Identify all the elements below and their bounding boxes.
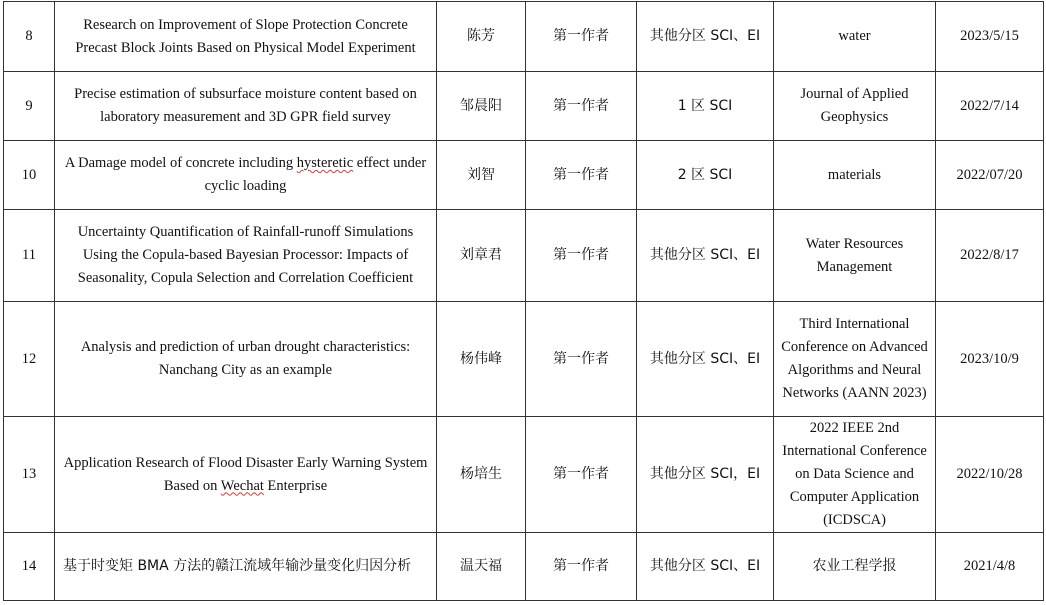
table-row — [4, 533, 1044, 601]
index-level: 其他分区 SCI、EI — [637, 2, 774, 72]
row-number: 9 — [4, 72, 55, 141]
row-number: 10 — [4, 141, 55, 210]
paper-title: Research on Improvement of Slope Protection Concrete Precast Block Joints Based on Physical Model Experiment — [55, 2, 437, 72]
table-row — [4, 417, 1044, 533]
table-row — [4, 72, 1044, 141]
publish-date: 2023/5/15 — [936, 2, 1044, 72]
paper-title: Analysis and prediction of urban drought characteristics: Nanchang City as an example — [55, 302, 437, 417]
journal-name: 农业工程学报 — [774, 533, 936, 601]
row-number: 13 — [4, 417, 55, 533]
index-level: 其他分区 SCI，EI — [637, 417, 774, 533]
author-role: 第一作者 — [526, 533, 637, 601]
paper-title: Uncertainty Quantification of Rainfall-runoff Simulations Using the Copula-based Bayesian Processor: Impacts of Seasonality, Copula Selection and Correlation Coefficient — [55, 210, 437, 302]
paper-title — [55, 141, 437, 210]
paper-title: 基于时变矩 BMA 方法的赣江流域年输沙量变化归因分析 — [55, 533, 437, 601]
spellcheck-word: Wechat — [220, 477, 264, 494]
author-name: 刘智 — [437, 141, 526, 210]
publish-date: 2022/7/14 — [936, 72, 1044, 141]
table-row — [4, 210, 1044, 302]
journal-name: Journal of Applied Geophysics — [774, 72, 936, 141]
title-text: Application Research of Flood Disaster Early Warning System Based on — [63, 454, 428, 494]
journal-name: 2022 IEEE 2nd International Conference on Data Science and Computer Application (ICDSCA) — [774, 417, 936, 533]
author-role: 第一作者 — [526, 72, 637, 141]
paper-title: Precise estimation of subsurface moisture content based on laboratory measurement and 3D GPR field survey — [55, 72, 437, 141]
publish-date: 2023/10/9 — [936, 302, 1044, 417]
author-role: 第一作者 — [526, 417, 637, 533]
table-row — [4, 2, 1044, 72]
author-name: 陈芳 — [437, 2, 526, 72]
author-name: 温天福 — [437, 533, 526, 601]
publish-date: 2022/8/17 — [936, 210, 1044, 302]
journal-name: Water Resources Management — [774, 210, 936, 302]
author-name: 邹晨阳 — [437, 72, 526, 141]
author-name: 刘章君 — [437, 210, 526, 302]
index-level: 其他分区 SCI、EI — [637, 210, 774, 302]
journal-name: water — [774, 2, 936, 72]
table-row — [4, 141, 1044, 210]
row-number: 8 — [4, 2, 55, 72]
paper-title — [55, 417, 437, 533]
row-number: 12 — [4, 302, 55, 417]
author-name: 杨伟峰 — [437, 302, 526, 417]
publish-date: 2021/4/8 — [936, 533, 1044, 601]
index-level: 其他分区 SCI、EI — [637, 533, 774, 601]
publish-date: 2022/07/20 — [936, 141, 1044, 210]
author-role: 第一作者 — [526, 302, 637, 417]
table-row — [4, 302, 1044, 417]
index-level: 1 区 SCI — [637, 72, 774, 141]
journal-name: materials — [774, 141, 936, 210]
index-level: 2 区 SCI — [637, 141, 774, 210]
author-role: 第一作者 — [526, 210, 637, 302]
author-role: 第一作者 — [526, 141, 637, 210]
journal-name: Third International Conference on Advanced Algorithms and Neural Networks (AANN 2023) — [774, 302, 936, 417]
title-text: A Damage model of concrete including — [64, 155, 297, 171]
row-number: 14 — [4, 533, 55, 601]
row-number: 11 — [4, 210, 55, 302]
title-text: Enterprise — [263, 477, 328, 494]
publish-date: 2022/10/28 — [936, 417, 1044, 533]
author-name: 杨培生 — [437, 417, 526, 533]
index-level: 其他分区 SCI、EI — [637, 302, 774, 417]
publication-table — [3, 1, 1044, 601]
author-role: 第一作者 — [526, 2, 637, 72]
title-text: effect under cyclic loading — [204, 155, 427, 194]
spellcheck-word: hysteretic — [296, 155, 354, 171]
